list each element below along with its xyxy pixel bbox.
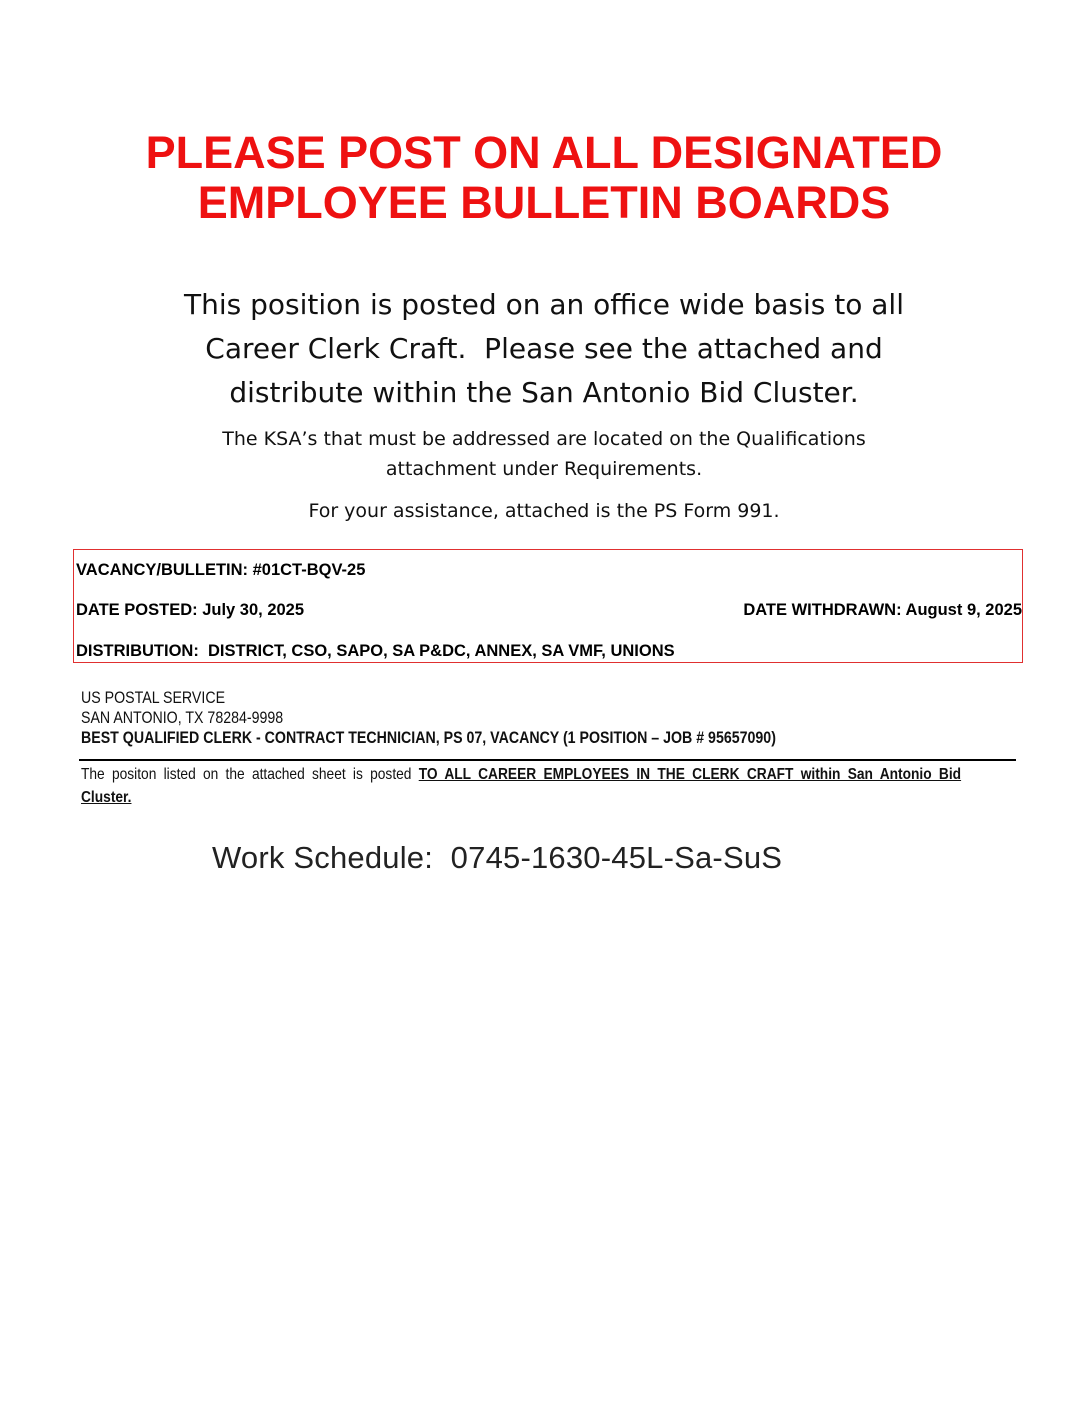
statement-prefix: The positon listed on the attached sheet is posted	[81, 766, 419, 783]
posting-intro	[0, 283, 1088, 415]
bulletin-board-banner	[0, 128, 1088, 228]
statement-emphasis-1: TO ALL CAREER EMPLOYEES IN THE CLERK CRAFT within San Antonio Bid	[418, 766, 962, 783]
intro-line-1: This position is posted on an office wide basis to all	[184, 288, 904, 321]
ksa-line-1: The KSA’s that must be addressed are located on the Qualifications	[222, 428, 866, 450]
banner-line-1: PLEASE POST ON ALL DESIGNATED	[145, 127, 943, 178]
date-withdrawn: DATE WITHDRAWN: August 9, 2025	[743, 601, 1022, 619]
position-title: BEST QUALIFIED CLERK - CONTRACT TECHNICIAN, PS 07, VACANCY (1 POSITION – JOB # 95657090)	[81, 729, 776, 747]
divider-rule	[79, 759, 1016, 761]
work-schedule: Work Schedule: 0745-1630-45L-Sa-SuS	[212, 840, 783, 875]
vacancy-info-box	[73, 549, 1023, 663]
statement-line-2	[81, 786, 131, 809]
distribution: DISTRIBUTION: DISTRICT, CSO, SAPO, SA P&DC, ANNEX, SA VMF, UNIONS	[76, 642, 675, 660]
statement-line-1	[81, 763, 961, 786]
intro-line-2: Career Clerk Craft. Please see the attached and	[205, 332, 883, 365]
intro-line-3: distribute within the San Antonio Bid Cluster.	[229, 376, 859, 409]
vacancy-bulletin: VACANCY/BULLETIN: #01CT-BQV-25	[76, 561, 366, 579]
ksa-note	[0, 424, 1088, 484]
ksa-line-2: attachment under Requirements.	[385, 458, 703, 480]
org-name: US POSTAL SERVICE	[81, 689, 226, 707]
org-address: SAN ANTONIO, TX 78284-9998	[81, 709, 284, 727]
statement-emphasis-2: Cluster.	[81, 789, 132, 806]
posting-statement	[81, 763, 1016, 809]
assistance-note: For your assistance, attached is the PS Form 991.	[308, 500, 780, 522]
date-row	[76, 601, 1022, 620]
banner-line-2: EMPLOYEE BULLETIN BOARDS	[197, 177, 891, 228]
posting-header	[81, 688, 1016, 748]
date-posted: DATE POSTED: July 30, 2025	[76, 601, 305, 619]
